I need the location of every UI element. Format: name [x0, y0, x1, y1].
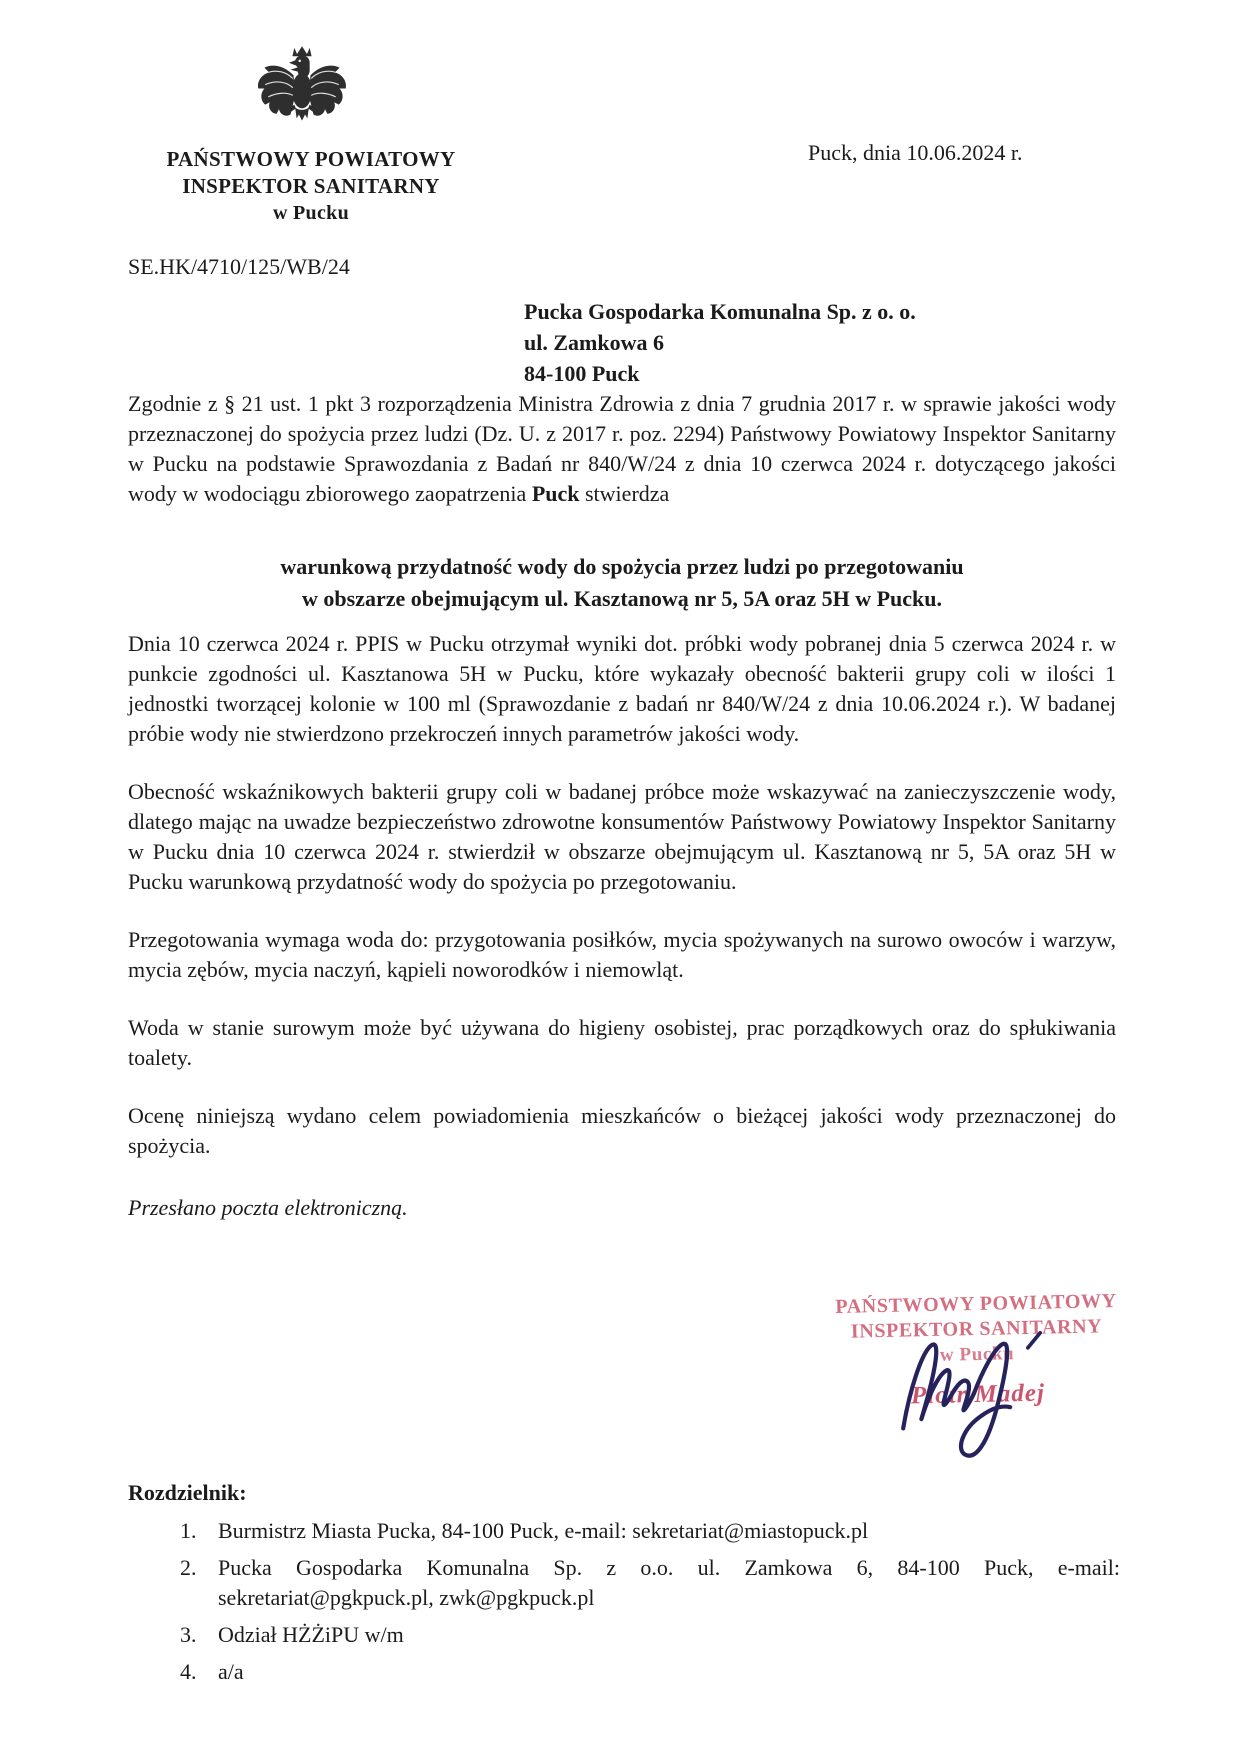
paragraph-purpose: Ocenę niniejszą wydano celem powiadomienia mieszkańców o bieżącej jakości wody przeznaczonej do spożycia. [128, 1103, 1116, 1158]
statement-line1: warunkową przydatność wody do spożycia przez ludzi po przegotowaniu [280, 554, 964, 579]
org-name-line2: INSPEKTOR SANITARNY [182, 174, 440, 198]
eagle-icon [256, 38, 348, 142]
signer-name: Piotr Madej [910, 1379, 1046, 1410]
paragraph-legal-basis [128, 389, 1116, 509]
reference-number: SE.HK/4710/125/WB/24 [128, 254, 350, 279]
sent-electronically-note: Przesłano poczta elektroniczną. [128, 1195, 408, 1220]
list-item-number: 2. [180, 1555, 197, 1580]
list-item [180, 1620, 1120, 1650]
org-location: w Pucku [272, 202, 349, 224]
paragraph-text: Zgodnie z § 21 ust. 1 pkt 3 rozporządzenia Ministra Zdrowia z dnia 7 grudnia 2017 r. w sprawie jakości wody przeznaczonej do spożycia przez ludzi (Dz. U. z 2017 r. poz. 2294) Państwowy Powiatowy Inspektor Sanitarny w Pucku na podstawie Sprawozdania z Badań nr 840/W/24 z dnia 10 czerwca 2024 r. dotyczącego jakości wody w wodociągu zbiorowego zaopatrzenia [128, 391, 1116, 506]
org-name-line1: PAŃSTWOWY POWIATOWY [166, 147, 456, 171]
addressee-city: 84-100 Puck [524, 361, 640, 386]
addressee-street: ul. Zamkowa 6 [524, 330, 664, 355]
paragraph-raw-water-use: Woda w stanie surowym może być używana do higieny osobistej, prac porządkowych oraz do spłukiwania toalety. [128, 1015, 1116, 1070]
list-item [180, 1516, 1120, 1546]
list-item-text: Pucka Gospodarka Komunalna Sp. z o.o. ul. Zamkowa 6, 84-100 Puck, e-mail: sekretariat@pgkpuck.pl, zwk@pgkpuck.pl [218, 1555, 1120, 1610]
statement-line2: w obszarze obejmującym ul. Kasztanową nr 5, 5A oraz 5H w Pucku. [302, 586, 942, 611]
stamp-location: w Pucku [939, 1343, 1015, 1366]
official-stamp [811, 1289, 1143, 1413]
paragraph-boiling-required: Przegotowania wymaga woda do: przygotowania posiłków, mycia spożywanych na surowo owoców i warzyw, mycia zębów, mycia naczyń, kąpieli noworodków i niemowląt. [128, 927, 1116, 982]
addressee-block [524, 296, 916, 389]
paragraph-test-results: Dnia 10 czerwca 2024 r. PPIS w Pucku otrzymał wyniki dot. próbki wody pobranej dnia 5 czerwca 2024 r. w punkcie zgodności ul. Kasztanowa 5H w Pucku, które wykazały obecność bakterii grupy coli w ilości 1 jednostki tworzącej kolonie w 100 ml (Sprawozdanie z badań nr 840/W/24 z dnia 10.06.2024 r.). W badanej próbie wody nie stwierdzono przekroczeń innych parametrów jakości wody. [128, 631, 1116, 746]
stamp-org-line2: INSPEKTOR SANITARNY [850, 1315, 1103, 1343]
polish-eagle-emblem [256, 38, 348, 142]
list-item [180, 1657, 1120, 1687]
distribution-list-items [128, 1516, 1120, 1687]
distribution-list [128, 1478, 1120, 1694]
list-item-number: 1. [180, 1518, 197, 1543]
document-date: Puck, dnia 10.06.2024 r. [808, 140, 1023, 165]
bold-town-name: Puck [531, 481, 580, 506]
addressee-name: Pucka Gospodarka Komunalna Sp. z o. o. [524, 299, 916, 324]
paragraph-assessment: Obecność wskaźnikowych bakterii grupy coli w badanej próbce może wskazywać na zanieczyszczenie wody, dlatego mając na uwadze bezpieczeństwo zdrowotne konsumentów Państwowy Powiatowy Inspektor Sanitarny w Pucku dnia 10 czerwca 2024 r. stwierdził w obszarze obejmującym ul. Kasztanową nr 5, 5A oraz 5H w Pucku warunkową przydatność wody do spożycia po przegotowaniu. [128, 779, 1116, 894]
distribution-list-title: Rozdzielnik: [128, 1480, 247, 1505]
list-item [180, 1553, 1120, 1613]
list-item-number: 3. [180, 1622, 197, 1647]
list-item-text: Burmistrz Miasta Pucka, 84-100 Puck, e-mail: sekretariat@miastopuck.pl [218, 1518, 869, 1543]
handwritten-signature [869, 1314, 1072, 1468]
stamp-org-line1: PAŃSTWOWY POWIATOWY [835, 1290, 1117, 1318]
letter-body [128, 389, 1116, 1251]
statement-heading [128, 551, 1116, 615]
list-item-number: 4. [180, 1659, 197, 1684]
letterhead [146, 146, 476, 227]
list-item-text: Odział HŻŻiPU w/m [218, 1622, 404, 1647]
list-item-text: a/a [218, 1659, 244, 1684]
paragraph-text: stwierdza [579, 481, 670, 506]
